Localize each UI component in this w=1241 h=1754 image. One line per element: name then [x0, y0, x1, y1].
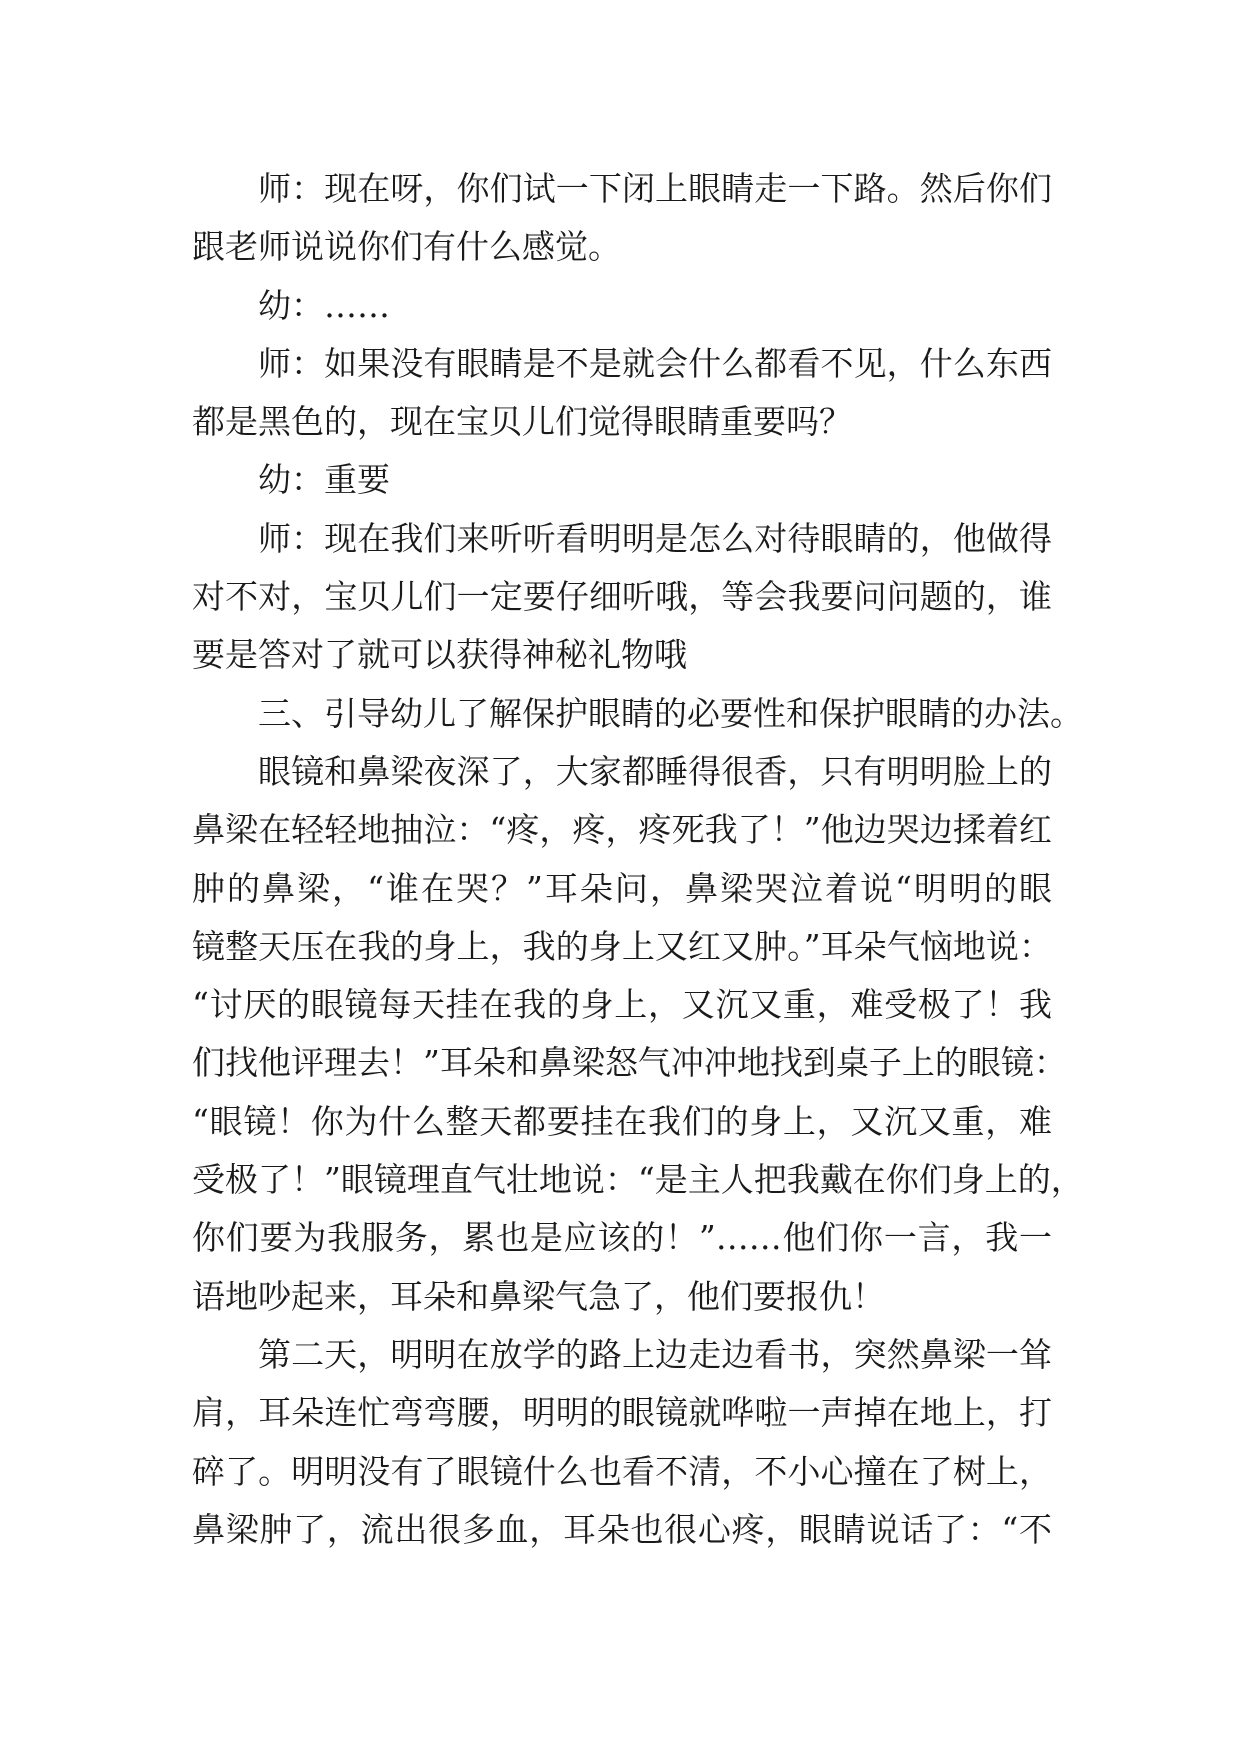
text-line: 跟老师说说你们有什么感觉。: [192, 227, 621, 267]
text-line: 幼：……: [258, 285, 390, 325]
text-line: 你们要为我服务，累也是应该的！”……他们你一言，我一: [192, 1218, 1052, 1258]
text-line: 要是答对了就可以获得神秘礼物哦: [192, 635, 687, 675]
document-page: [192, 160, 1084, 1559]
text-line: 鼻梁在轻轻地抽泣：“疼，疼，疼死我了！”他边哭边揉着红: [192, 810, 1052, 850]
text-line: 对不对，宝贝儿们一定要仔细听哦，等会我要问问题的，谁: [192, 577, 1052, 617]
section-heading: 三、引导幼儿了解保护眼睛的必要性和保护眼睛的办法。: [258, 693, 1083, 733]
text-line: 语地吵起来，耳朵和鼻梁气急了，他们要报仇！: [192, 1276, 885, 1316]
text-line: 肿的鼻梁，“谁在哭？”耳朵问，鼻梁哭泣着说“明明的眼: [192, 868, 1052, 908]
text-line: 鼻梁肿了，流出很多血，耳朵也很心疼，眼睛说话了：“不: [192, 1509, 1052, 1549]
text-line: “眼镜！你为什么整天都要挂在我们的身上，又沉又重，难: [192, 1101, 1052, 1141]
text-line: 第二天，明明在放学的路上边走边看书，突然鼻梁一耸: [258, 1334, 1052, 1374]
text-line: “讨厌的眼镜每天挂在我的身上，又沉又重，难受极了！我: [192, 985, 1052, 1025]
text-line: 幼：重要: [258, 460, 390, 500]
text-line: 眼镜和鼻梁夜深了，大家都睡得很香，只有明明脸上的: [258, 751, 1052, 791]
text-line: 镜整天压在我的身上，我的身上又红又肿。”耳朵气恼地说：: [192, 926, 1052, 966]
text-line: 受极了！”眼镜理直气壮地说：“是主人把我戴在你们身上的，: [192, 1160, 1084, 1200]
text-line: 师：现在呀，你们试一下闭上眼睛走一下路。然后你们: [258, 169, 1052, 208]
text-line: 师：如果没有眼睛是不是就会什么都看不见，什么东西: [258, 343, 1052, 383]
text-line: 师：现在我们来听听看明明是怎么对待眼睛的，他做得: [258, 518, 1052, 558]
text-line: 都是黑色的，现在宝贝儿们觉得眼睛重要吗？: [192, 402, 852, 442]
text-line: 肩，耳朵连忙弯弯腰，明明的眼镜就哗啦一声掉在地上，打: [192, 1393, 1052, 1433]
text-line: 们找他评理去！”耳朵和鼻梁怒气冲冲地找到桌子上的眼镜：: [192, 1043, 1067, 1083]
text-line: 碎了。明明没有了眼镜什么也看不清，不小心撞在了树上，: [192, 1451, 1052, 1491]
